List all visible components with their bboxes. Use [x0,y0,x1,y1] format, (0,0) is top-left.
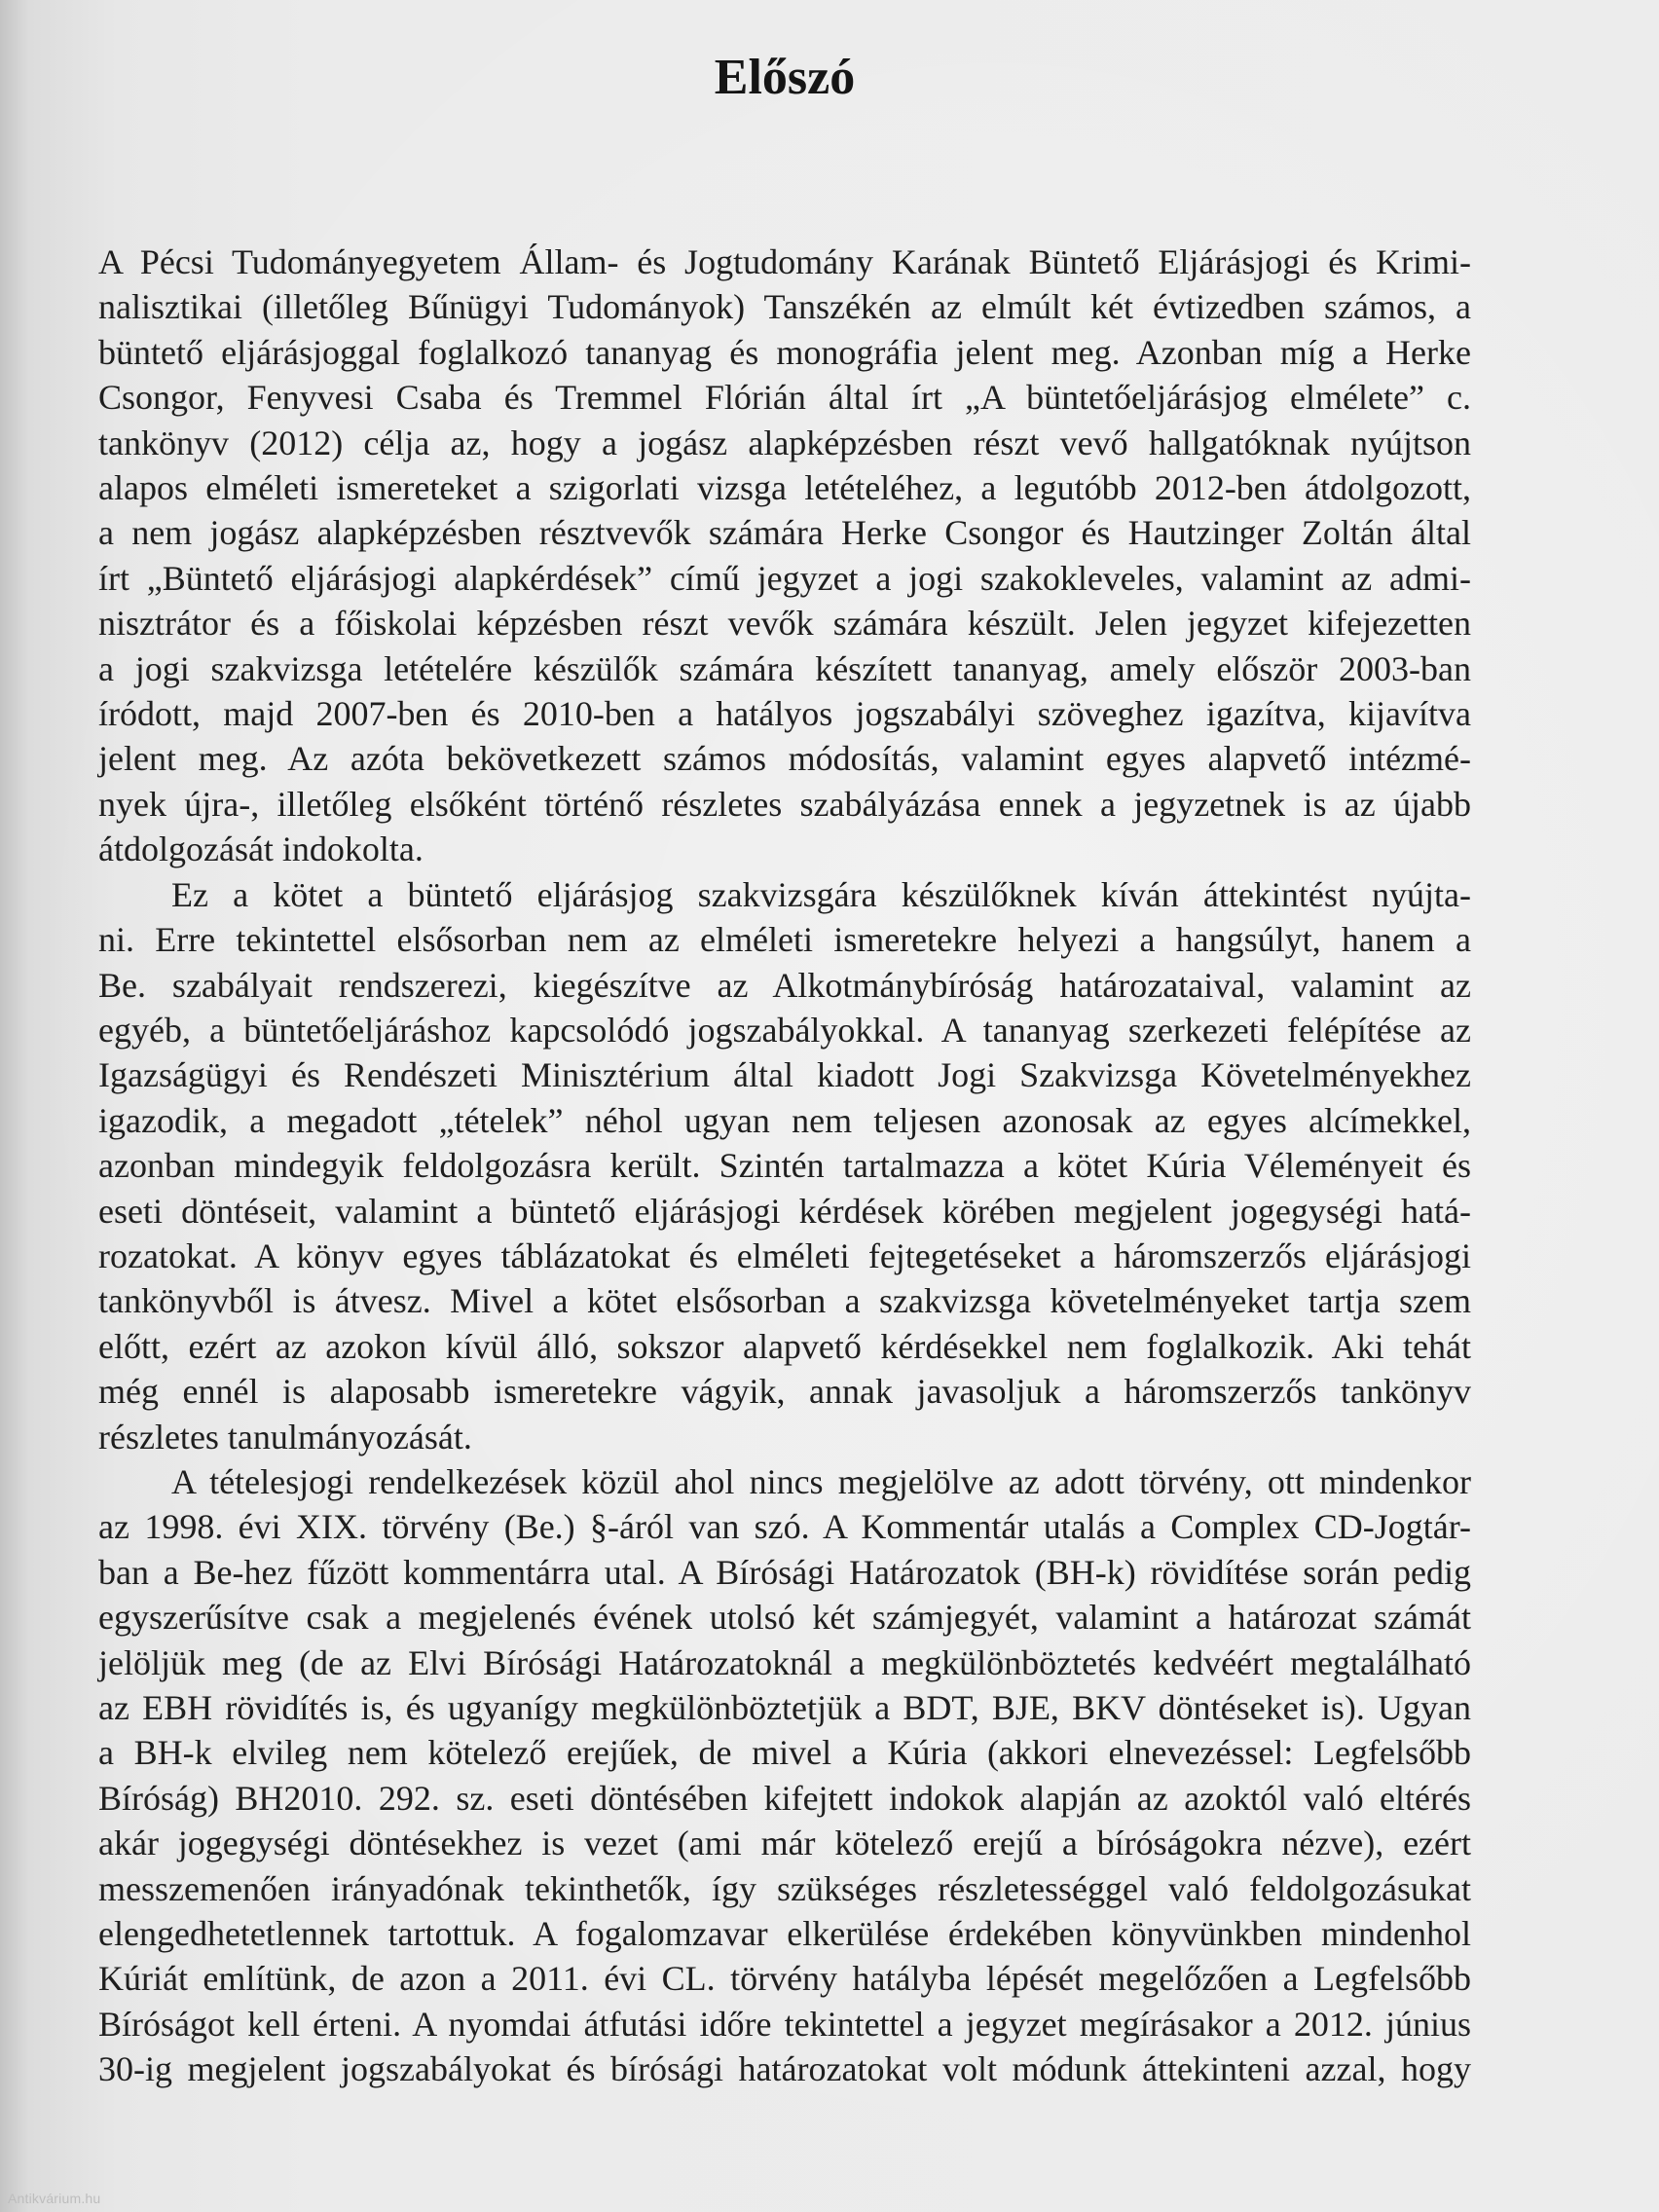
text-line: jelent meg. Az azóta bekövetkezett számos módosítás, valamint egyes alapvető intézmé- [98,739,1471,779]
text-line: rozatokat. A könyv egyes táblázatokat és elméleti fejtegetéseket a háromszerzős eljárásjogi [98,1235,1471,1275]
text-line: tankönyvből is átvesz. Mivel a kötet elsősorban a szakvizsga követelményeket tartja szem [98,1281,1471,1321]
text-line: A tételesjogi rendelkezések közül ahol nincs megjelölve az adott törvény, ott mindenkor [171,1461,1471,1501]
text-line: íródott, majd 2007-ben és 2010-ben a hatályos jogszabályi szöveghez igazítva, kijavítva [98,694,1471,734]
text-line: Be. szabályait rendszerezi, kiegészítve az Alkotmánybíróság határozataival, valamint az [98,965,1471,1005]
text-line: a BH-k elvileg nem kötelező erejűek, de mivel a Kúria (akkori elnevezéssel: Legfelsőbb [98,1733,1471,1773]
text-line: büntető eljárásjoggal foglalkozó tananyag és monográfia jelent meg. Azonban míg a Herke [98,332,1471,372]
text-line: még ennél is alaposabb ismeretekre vágyik, annak javasoljuk a háromszerzős tankönyv [98,1372,1471,1412]
text-line: részletes tanulmányozását. [98,1417,472,1456]
paragraph-1 [98,240,1471,872]
watermark-label: Antikvárium.hu [8,2191,101,2206]
text-line: írt „Büntető eljárásjogi alapkérdések” című jegyzet a jogi szakokleveles, valamint az admi- [98,558,1471,598]
text-line: a nem jogász alapképzésben résztvevők számára Herke Csongor és Hautzinger Zoltán által [98,513,1471,553]
text-line: előtt, ezért az azokon kívül álló, sokszor alapvető kérdésekkel nem foglalkozik. Aki tehát [98,1326,1471,1366]
text-line: messzemenően irányadónak tekinthetők, így szükséges részletességgel való feldolgozásukat [98,1868,1471,1908]
text-line: Ez a kötet a büntető eljárásjog szakvizsgára készülőknek kíván áttekintést nyújta- [171,874,1471,914]
text-line: Bíróság) BH2010. 292. sz. eseti döntésében kifejtett indokok alapján az azoktól való eltérés [98,1778,1471,1818]
text-line: egyszerűsítve csak a megjelenés évének utolsó két számjegyét, valamint a határozat számát [98,1598,1471,1638]
text-line: eseti döntéseit, valamint a büntető eljárásjogi kérdések körében megjelent jogegységi hatá- [98,1191,1471,1231]
preface-body [98,240,1471,2092]
text-line: az 1998. évi XIX. törvény (Be.) §-áról van szó. A Kommentár utalás a Complex CD-Jogtár- [98,1507,1471,1547]
text-line: egyéb, a büntetőeljáráshoz kapcsolódó jogszabályokkal. A tananyag szerkezeti felépítése az [98,1010,1471,1050]
page-title: Előszó [714,50,856,105]
text-line: Csongor, Fenyvesi Csaba és Tremmel Flórián által írt „A büntetőeljárásjog elmélete” c. [98,378,1471,418]
text-line: Kúriát említünk, de azon a 2011. évi CL. törvény hatályba lépését megelőzően a Legfelsőbb [98,1959,1471,1999]
text-line: átdolgozását indokolta. [98,830,424,869]
text-line: nyek újra-, illetőleg elsőként történő részletes szabályázása ennek a jegyzetnek is az újabb [98,784,1471,824]
text-line: nalisztikai (illetőleg Bűnügyi Tudományok) Tanszékén az elmúlt két évtizedben számos, a [98,287,1471,327]
paragraph-2 [98,872,1471,1459]
text-line: jelöljük meg (de az Elvi Bírósági Határozatoknál a megkülönböztetés kedvéért megtalálható [98,1642,1471,1682]
text-line: elengedhetetlennek tartottuk. A fogalomzavar elkerülése érdekében könyvünkben mindenhol [98,1914,1471,1954]
text-line: Igazságügyi és Rendészeti Minisztérium által kiadott Jogi Szakvizsga Követelményekhez [98,1055,1471,1095]
text-line: ban a Be-hez fűzött kommentárra utal. A Bírósági Határozatok (BH-k) rövidítése során pedig [98,1552,1471,1592]
paragraph-3 [98,1459,1471,2092]
text-line: ni. Erre tekintettel elsősorban nem az elméleti ismeretekre helyezi a hangsúlyt, hanem a [98,920,1471,960]
text-line: nisztrátor és a főiskolai képzésben részt vevők számára készült. Jelen jegyzet kifejezetten [98,604,1471,644]
text-line: Bíróságot kell érteni. A nyomdai átfutási időre tekintettel a jegyzet megírásakor a 2012. június [98,2004,1471,2044]
text-line: a jogi szakvizsga letételére készülők számára készített tananyag, amely először 2003-ban [98,648,1471,688]
text-line: alapos elméleti ismereteket a szigorlati vizsga letételéhez, a legutóbb 2012-ben átdolgozott, [98,468,1471,508]
text-line: akár jogegységi döntésekhez is vezet (ami már kötelező erejű a bíróságokra nézve), ezért [98,1824,1471,1863]
text-line: igazodik, a megadott „tételek” néhol ugyan nem teljesen azonosak az egyes alcímekkel, [98,1100,1471,1140]
text-line: 30-ig megjelent jogszabályokat és bírósági határozatokat volt módunk áttekinteni azzal, hogy [98,2049,1471,2089]
text-line: azonban mindegyik feldolgozásra került. Szintén tartalmazza a kötet Kúria Véleményeit és [98,1146,1471,1186]
text-line: az EBH rövidítés is, és ugyanígy megkülönböztetjük a BDT, BJE, BKV döntéseket is). Ugyan [98,1688,1471,1727]
text-line: tankönyv (2012) célja az, hogy a jogász alapképzésben részt vevő hallgatóknak nyújtson [98,423,1471,462]
text-line: A Pécsi Tudományegyetem Állam- és Jogtudomány Karának Büntető Eljárásjogi és Krimi- [98,242,1471,281]
